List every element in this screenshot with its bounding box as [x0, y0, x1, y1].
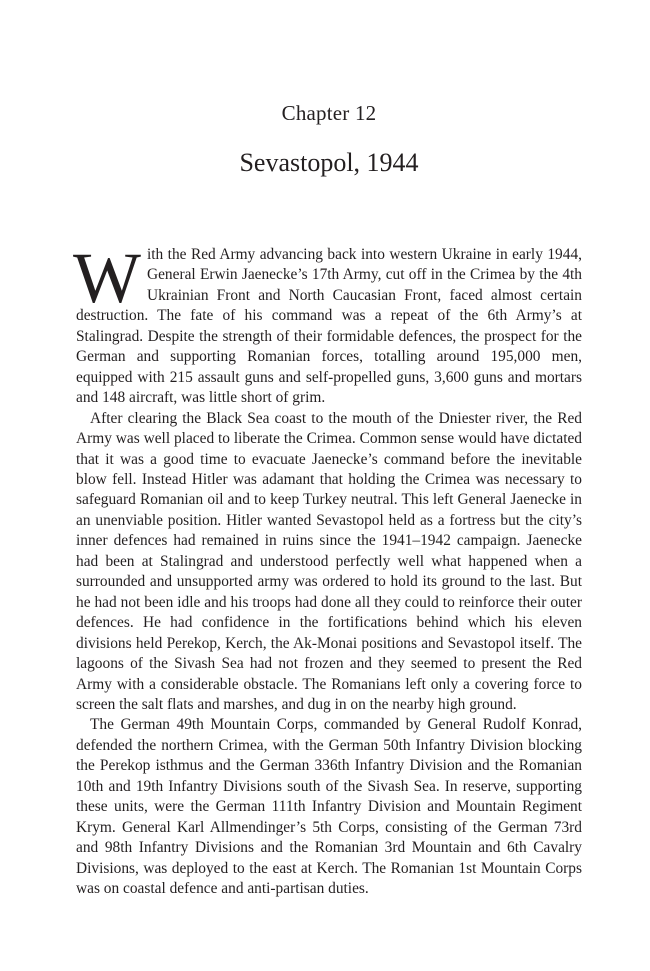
paragraph-3: The German 49th Mountain Corps, commanded by General Rudolf Konrad, defended the northern Crimea, with the German 50th Infantry Division blocking the Perekop isthmus and the German 336th Infantry Division and the Romanian 10th and 19th Infantry Divisions south of the Sivash Sea. In reserve, supporting these units, were the German 111th Infantry Division and Mountain Regiment Krym. General Karl Allmendinger’s 5th Corps, consisting of the German 73rd and 98th Infantry Divisions and the Romanian 3rd Mountain and 6th Cavalry Divisions, was deployed to the east at Kerch. The Romanian 1st Mountain Corps was on coastal defence and anti-partisan duties.	[76, 716, 582, 898]
book-page	[73, 0, 582, 971]
chapter-number: Chapter 12	[281, 101, 377, 125]
paragraph-1	[73, 238, 582, 409]
drop-cap: W	[73, 238, 141, 318]
chapter-body	[73, 238, 582, 900]
paragraph-1-text: ith the Red Army advancing back into western Ukraine in early 1944, General Erwin Jaenecke’s 17th Army, cut off in the Crimea by the 4th Ukrainian Front and North Caucasian Front, faced almost certain destruction. The fate of his command was a repeat of the 6th Army’s at Stalingrad. Despite the strength of their formidable defences, the prospect for the German and supporting Romanian forces, totalling around 195,000 men, equipped with 215 assault guns and self-propelled guns, 3,600 guns and mortars and 148 aircraft, was little short of grim.	[76, 246, 582, 407]
paragraph-2: After clearing the Black Sea coast to the mouth of the Dniester river, the Red Army was well placed to liberate the Crimea. Common sense would have dictated that it was a good time to evacuate Jaenecke’s command before the inevitable blow fell. Instead Hitler was adamant that holding the Crimea was necessary to safeguard Romanian oil and to keep Turkey neutral. This left General Jaenecke in an unenviable position. Hitler wanted Sevastopol held as a fortress but the city’s inner defences had remained in ruins since the 1941–1942 campaign. Jaenecke had been at Stalingrad and understood perfectly well what happened when a surrounded and unsupported army was ordered to hold its ground to the last. But he had not been idle and his troops had done all they could to reinforce their outer defences. He had confidence in the fortifications behind which his eleven divisions held Perekop, Kerch, the Ak-Monai positions and Sevastopol itself. The lagoons of the Sivash Sea had not frozen and they seemed to present the Red Army with a considerable obstacle. The Romanians left only a covering force to screen the salt flats and marshes, and dug in on the nearby high ground.	[76, 409, 582, 713]
chapter-title: Sevastopol, 1944	[239, 148, 419, 177]
